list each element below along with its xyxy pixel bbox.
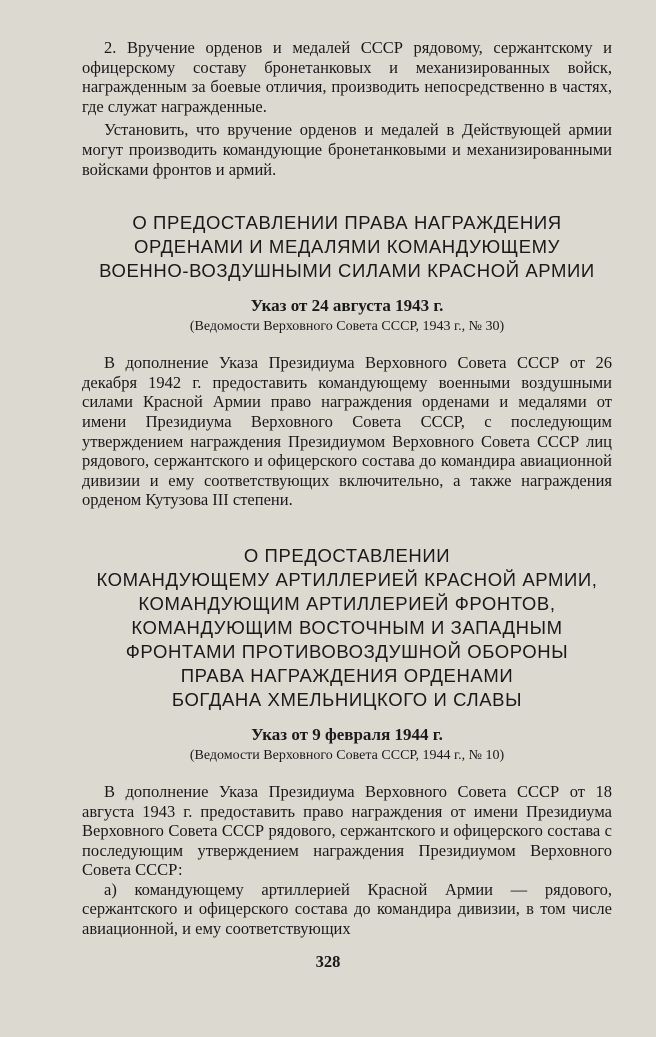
section-2-body-2: а) командующему артиллерией Красной Армии — рядового, сержантского и офицерского состава до командира дивизии, в том числе авиационной, и ему соответствующих xyxy=(82,879,612,939)
section-2-source: (Ведомости Верховного Совета СССР, 1944 г., № 10) xyxy=(189,747,505,763)
section-2-title-line: О ПРЕДОСТАВЛЕНИИ xyxy=(243,544,451,566)
section-1-source: (Ведомости Верховного Совета СССР, 1943 г., № 30) xyxy=(189,319,505,335)
section-2-title-line: БОГДАНА ХМЕЛЬНИЦКОГО И СЛАВЫ xyxy=(171,688,523,710)
section-1-title-line: О ПРЕДОСТАВЛЕНИИ ПРАВА НАГРАЖДЕНИЯ xyxy=(132,212,562,234)
section-2-title xyxy=(82,544,612,712)
section-2-title-line: ФРОНТАМИ ПРОТИВОВОЗДУШНОЙ ОБОРОНЫ xyxy=(125,640,569,662)
section-2-body-1: В дополнение Указа Президиума Верховного Совета СССР от 18 августа 1943 г. предоставить право награждения от имени Президиума Верховного Совета СССР рядового, сержантского и офицерского состава с последующим утверждением награждения Президиумом Верховного Совета СССР: xyxy=(82,781,612,880)
section-1-title-line: ОРДЕНАМИ И МЕДАЛЯМИ КОМАНДУЮЩЕМУ xyxy=(133,236,560,258)
section-2-title-line: КОМАНДУЮЩЕМУ АРТИЛЛЕРИЕЙ КРАСНОЙ АРМИИ, xyxy=(96,568,598,590)
section-2-decree: Указ от 9 февраля 1944 г. xyxy=(251,724,443,744)
section-1-decree: Указ от 24 августа 1943 г. xyxy=(250,296,444,316)
section-2-title-line: ПРАВА НАГРАЖДЕНИЯ ОРДЕНАМИ xyxy=(180,664,514,686)
section-1-title xyxy=(82,211,612,283)
page-number: 328 xyxy=(315,952,341,971)
section-2-title-line: КОМАНДУЮЩИМ АРТИЛЛЕРИЕЙ ФРОНТОВ, xyxy=(138,592,556,614)
intro-paragraph-1: 2. Вручение орденов и медалей СССР рядовому, сержантскому и офицерскому составу бронетанковых и механизированных войск, награжденным за боевые отличия, производить непосредственно в частях, где служат награжденные. xyxy=(82,38,612,116)
section-2-title-line: КОМАНДУЮЩИМ ВОСТОЧНЫМ И ЗАПАДНЫМ xyxy=(131,616,563,638)
section-1-body: В дополнение Указа Президиума Верховного Совета СССР от 26 декабря 1942 г. предоставить командующему военными воздушными силами Красной Армии право награждения орденами и медалями от имени Президиума Верховного Совета СССР, с последующим утверждением награждения Президиумом Верховного Совета СССР лиц рядового, сержантского и офицерского состава до командира авиационной дивизии и ему соответствующих включительно, а также награждения орденом Кутузова III степени. xyxy=(82,353,612,510)
intro-paragraph-2: Установить, что вручение орденов и медалей в Действующей армии могут производить командующие бронетанковыми и механизированными войсками фронтов и армий. xyxy=(82,120,612,179)
section-1-title-line: ВОЕННО-ВОЗДУШНЫМИ СИЛАМИ КРАСНОЙ АРМИИ xyxy=(99,260,595,282)
